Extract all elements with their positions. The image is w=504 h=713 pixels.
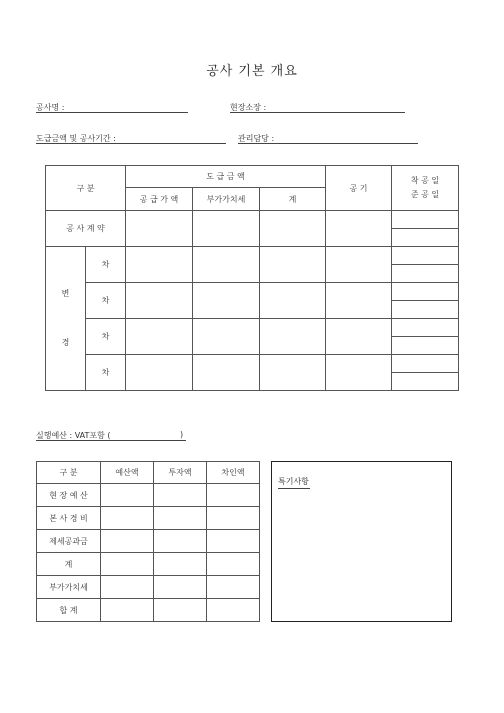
cell-change3-start[interactable] — [392, 319, 459, 337]
header-complete-date: 준 공 일 — [410, 189, 440, 199]
cell-change2-vat[interactable] — [193, 283, 260, 319]
cell-change1-start[interactable] — [392, 247, 459, 265]
cell-change2-total[interactable] — [260, 283, 326, 319]
notes-label: 특기사항 — [278, 477, 309, 486]
budget-cell[interactable] — [101, 576, 154, 599]
header-category: 구 분 — [46, 166, 126, 211]
budget-row-label: 제세공과금 — [37, 530, 101, 553]
budget-cell[interactable] — [101, 484, 154, 507]
budget-header-category: 구 분 — [37, 462, 101, 484]
notes-box[interactable] — [271, 461, 452, 622]
project-name-label: 공사명 : — [36, 103, 65, 112]
cell-change4-supply[interactable] — [126, 355, 193, 391]
cell-contract-complete[interactable] — [392, 229, 459, 247]
budget-row-label: 본 사 경 비 — [37, 507, 101, 530]
change-row-label: 차 — [86, 283, 126, 319]
budget-row-label: 부가가치세 — [37, 576, 101, 599]
cell-change3-complete[interactable] — [392, 337, 459, 355]
cell-change1-total[interactable] — [260, 247, 326, 283]
site-manager-label: 현장소장 : — [230, 103, 267, 112]
budget-cell[interactable] — [154, 599, 207, 622]
cell-change1-supply[interactable] — [126, 247, 193, 283]
budget-cell[interactable] — [154, 576, 207, 599]
cell-change3-supply[interactable] — [126, 319, 193, 355]
header-dates — [392, 166, 459, 211]
page-title: 공사 기본 개요 — [206, 64, 298, 79]
row-contract-label: 공 사 계 약 — [46, 211, 126, 247]
budget-cell[interactable] — [207, 553, 260, 576]
budget-cell[interactable] — [101, 530, 154, 553]
budget-cell[interactable] — [101, 553, 154, 576]
cell-change4-start[interactable] — [392, 355, 459, 373]
cell-change4-period[interactable] — [326, 355, 392, 391]
cell-change2-period[interactable] — [326, 283, 392, 319]
budget-header-investment: 투자액 — [154, 462, 207, 484]
budget-cell[interactable] — [207, 530, 260, 553]
budget-cell[interactable] — [154, 530, 207, 553]
header-contract-amount: 도 급 금 액 — [126, 166, 326, 188]
header-vat: 부가가치세 — [193, 188, 260, 211]
header-total: 계 — [260, 188, 326, 211]
budget-header-budget: 예산액 — [101, 462, 154, 484]
supervisor-line[interactable] — [238, 143, 418, 144]
supervisor-label: 관리담당 : — [238, 134, 275, 143]
budget-row-label: 계 — [37, 553, 101, 576]
project-name-line[interactable] — [36, 112, 188, 113]
budget-cell[interactable] — [207, 576, 260, 599]
change-row-label: 차 — [86, 319, 126, 355]
cell-change4-total[interactable] — [260, 355, 326, 391]
cell-change2-supply[interactable] — [126, 283, 193, 319]
header-start-date: 착 공 일 — [410, 175, 440, 185]
budget-cell[interactable] — [154, 553, 207, 576]
cell-change2-complete[interactable] — [392, 301, 459, 319]
budget-table — [36, 461, 260, 622]
budget-vat-line[interactable] — [36, 440, 186, 441]
budget-cell[interactable] — [207, 507, 260, 530]
cell-change4-complete[interactable] — [392, 373, 459, 391]
budget-vat-close: ) — [180, 430, 184, 439]
budget-cell[interactable] — [207, 484, 260, 507]
cell-contract-period[interactable] — [326, 211, 392, 247]
cell-contract-start[interactable] — [392, 211, 459, 229]
cell-change3-vat[interactable] — [193, 319, 260, 355]
cell-change1-vat[interactable] — [193, 247, 260, 283]
contract-amount-period-label: 도급금액 및 공사기간 : — [36, 134, 116, 143]
cell-change4-vat[interactable] — [193, 355, 260, 391]
cell-change3-total[interactable] — [260, 319, 326, 355]
budget-cell[interactable] — [154, 484, 207, 507]
change-label — [46, 247, 86, 391]
budget-cell[interactable] — [154, 507, 207, 530]
budget-cell[interactable] — [101, 507, 154, 530]
site-manager-line[interactable] — [230, 112, 405, 113]
budget-vat-label: 실행예산 : VAT포함 ( — [36, 431, 111, 440]
budget-cell[interactable] — [207, 599, 260, 622]
header-period: 공 기 — [326, 166, 392, 211]
change-label-top: 변 — [61, 288, 70, 298]
budget-row-label: 합 계 — [37, 599, 101, 622]
change-row-label: 차 — [86, 355, 126, 391]
budget-row-label: 현 장 예 산 — [37, 484, 101, 507]
cell-change1-complete[interactable] — [392, 265, 459, 283]
cell-contract-supply[interactable] — [126, 211, 193, 247]
change-label-bottom: 경 — [61, 337, 70, 347]
change-row-label: 차 — [86, 247, 126, 283]
header-supply-value: 공 급 가 액 — [126, 188, 193, 211]
notes-label-underline — [278, 488, 310, 489]
cell-change2-start[interactable] — [392, 283, 459, 301]
budget-cell[interactable] — [101, 599, 154, 622]
cell-contract-vat[interactable] — [193, 211, 260, 247]
contract-amount-period-line[interactable] — [36, 143, 226, 144]
cell-change3-period[interactable] — [326, 319, 392, 355]
cell-contract-total[interactable] — [260, 211, 326, 247]
cell-change1-period[interactable] — [326, 247, 392, 283]
budget-header-difference: 차인액 — [207, 462, 260, 484]
contract-table — [45, 165, 459, 391]
